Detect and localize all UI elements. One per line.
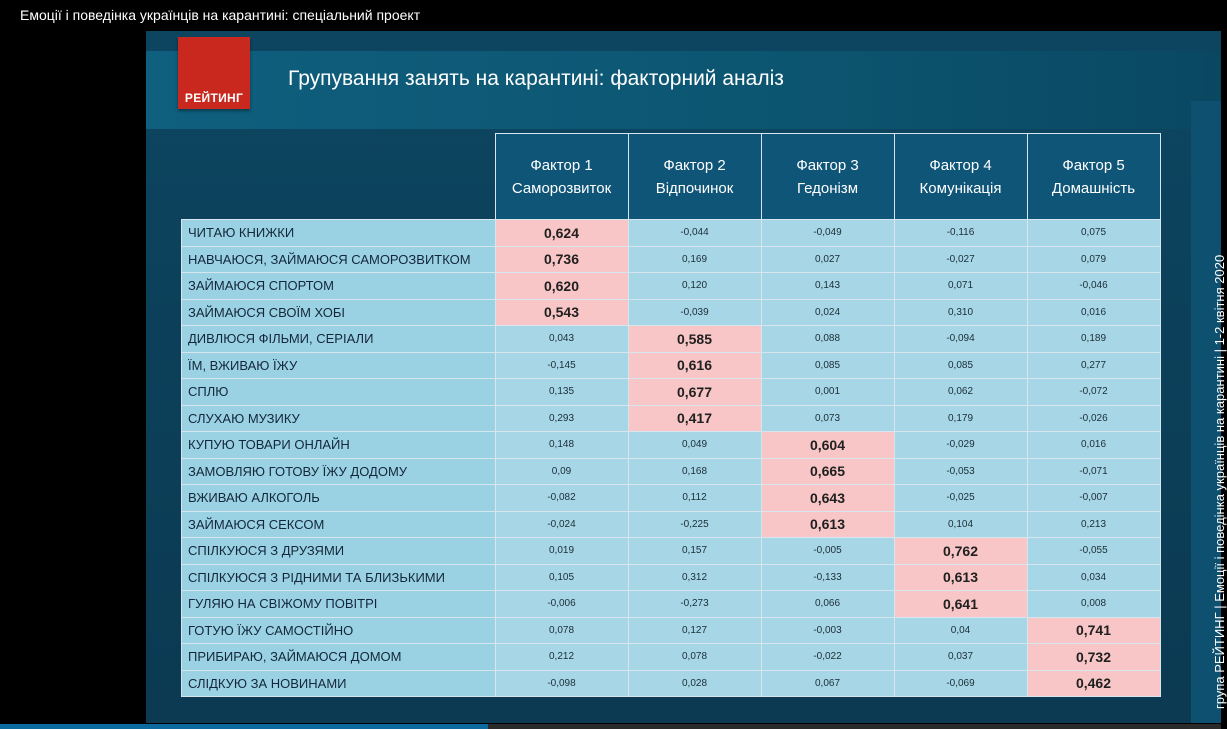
row-label: ЗАЙМАЮСЯ СВОЇМ ХОБІ (182, 299, 496, 326)
loading-cell: -0,055 (1027, 538, 1160, 565)
loading-cell: 0,028 (628, 670, 761, 697)
loading-cell: -0,027 (894, 246, 1027, 273)
loading-cell: 0,179 (894, 405, 1027, 432)
loading-cell-highlighted: 0,604 (761, 432, 894, 459)
loading-cell: 0,104 (894, 511, 1027, 538)
video-title-bar (0, 0, 1221, 32)
loading-cell: -0,003 (761, 617, 894, 644)
factor-table (181, 133, 1161, 697)
row-label: СЛУХАЮ МУЗИКУ (182, 405, 496, 432)
loading-cell: 0,148 (495, 432, 628, 459)
loading-cell: 0,127 (628, 617, 761, 644)
loading-cell-highlighted: 0,732 (1027, 644, 1160, 671)
video-title: Емоції і поведінка українців на карантині: спеціальний проект (20, 7, 421, 23)
rating-logo (178, 37, 250, 109)
factor-number: Фактор 4 (929, 156, 992, 174)
loading-cell: -0,039 (628, 299, 761, 326)
loading-cell-highlighted: 0,585 (628, 326, 761, 353)
loading-cell: 0,016 (1027, 432, 1160, 459)
loading-cell: 0,088 (761, 326, 894, 353)
loading-cell: -0,024 (495, 511, 628, 538)
loading-cell-highlighted: 0,616 (628, 352, 761, 379)
loading-cell: -0,145 (495, 352, 628, 379)
loading-cell: -0,046 (1027, 273, 1160, 300)
loading-cell: 0,04 (894, 617, 1027, 644)
loading-cell-highlighted: 0,620 (495, 273, 628, 300)
table-row (182, 591, 1161, 618)
factor-name: Гедонізм (796, 179, 859, 197)
loading-cell: 0,078 (628, 644, 761, 671)
loading-cell: 0,189 (1027, 326, 1160, 353)
row-label: ГУЛЯЮ НА СВІЖОМУ ПОВІТРІ (182, 591, 496, 618)
loading-cell: 0,168 (628, 458, 761, 485)
row-label: НАВЧАЮСЯ, ЗАЙМАЮСЯ САМОРОЗВИТКОМ (182, 246, 496, 273)
slide-title: Групування занять на карантині: факторний аналіз (288, 67, 784, 90)
video-progress-fill (0, 724, 488, 729)
loading-cell: 0,09 (495, 458, 628, 485)
loading-cell: 0,024 (761, 299, 894, 326)
factor-number: Фактор 2 (663, 156, 726, 174)
table-row (182, 299, 1161, 326)
factor-header-4 (894, 134, 1027, 220)
loading-cell: 0,049 (628, 432, 761, 459)
loading-cell: 0,027 (761, 246, 894, 273)
loading-cell: -0,069 (894, 670, 1027, 697)
factor-number: Фактор 5 (1062, 156, 1125, 174)
factor-name: Домашність (1051, 179, 1136, 197)
loading-cell: 0,169 (628, 246, 761, 273)
loading-cell: 0,075 (1027, 220, 1160, 247)
loading-cell: 0,079 (1027, 246, 1160, 273)
row-label: ДИВЛЮСЯ ФІЛЬМИ, СЕРІАЛИ (182, 326, 496, 353)
loading-cell: -0,072 (1027, 379, 1160, 406)
factor-header-3 (761, 134, 894, 220)
loading-cell: -0,053 (894, 458, 1027, 485)
table-row (182, 273, 1161, 300)
loading-cell: -0,006 (495, 591, 628, 618)
row-label: СПІЛКУЮСЯ З ДРУЗЯМИ (182, 538, 496, 565)
loading-cell: 0,212 (495, 644, 628, 671)
loading-cell: 0,062 (894, 379, 1027, 406)
table-row (182, 538, 1161, 565)
loading-cell: 0,019 (495, 538, 628, 565)
loading-cell: -0,225 (628, 511, 761, 538)
loading-cell: 0,067 (761, 670, 894, 697)
loading-cell: -0,005 (761, 538, 894, 565)
row-label: ЗАЙМАЮСЯ СПОРТОМ (182, 273, 496, 300)
loading-cell: -0,044 (628, 220, 761, 247)
row-label: КУПУЮ ТОВАРИ ОНЛАЙН (182, 432, 496, 459)
factor-name: Комунікація (919, 179, 1002, 197)
row-label: ПРИБИРАЮ, ЗАЙМАЮСЯ ДОМОМ (182, 644, 496, 671)
loading-cell: -0,029 (894, 432, 1027, 459)
loading-cell-highlighted: 0,741 (1027, 617, 1160, 644)
loading-cell-highlighted: 0,462 (1027, 670, 1160, 697)
row-label: ГОТУЮ ЇЖУ САМОСТІЙНО (182, 617, 496, 644)
loading-cell: 0,105 (495, 564, 628, 591)
row-label: СЛІДКУЮ ЗА НОВИНАМИ (182, 670, 496, 697)
loading-cell: -0,025 (894, 485, 1027, 512)
loading-cell-highlighted: 0,543 (495, 299, 628, 326)
table-row (182, 458, 1161, 485)
loading-cell: 0,073 (761, 405, 894, 432)
table-row (182, 352, 1161, 379)
loading-cell: -0,026 (1027, 405, 1160, 432)
loading-cell: 0,085 (894, 352, 1027, 379)
loading-cell: 0,066 (761, 591, 894, 618)
table-row (182, 379, 1161, 406)
loading-cell-highlighted: 0,736 (495, 246, 628, 273)
table-row (182, 220, 1161, 247)
factor-header-1 (495, 134, 628, 220)
table-row (182, 511, 1161, 538)
table-row (182, 485, 1161, 512)
row-label: ЗАЙМАЮСЯ СЕКСОМ (182, 511, 496, 538)
table-row (182, 246, 1161, 273)
loading-cell-highlighted: 0,677 (628, 379, 761, 406)
factor-number: Фактор 3 (796, 156, 859, 174)
row-label: СПЛЮ (182, 379, 496, 406)
loading-cell: 0,001 (761, 379, 894, 406)
loading-cell: -0,007 (1027, 485, 1160, 512)
row-label: СПІЛКУЮСЯ З РІДНИМИ ТА БЛИЗЬКИМИ (182, 564, 496, 591)
loading-cell: 0,293 (495, 405, 628, 432)
loading-cell-highlighted: 0,624 (495, 220, 628, 247)
loading-cell-highlighted: 0,417 (628, 405, 761, 432)
row-label: ВЖИВАЮ АЛКОГОЛЬ (182, 485, 496, 512)
loading-cell: -0,082 (495, 485, 628, 512)
loading-cell: 0,120 (628, 273, 761, 300)
loading-cell: 0,143 (761, 273, 894, 300)
loading-cell: 0,135 (495, 379, 628, 406)
slide (146, 31, 1227, 723)
loading-cell: 0,078 (495, 617, 628, 644)
loading-cell: 0,043 (495, 326, 628, 353)
loading-cell: 0,312 (628, 564, 761, 591)
loading-cell: 0,071 (894, 273, 1027, 300)
loading-cell: 0,034 (1027, 564, 1160, 591)
loading-cell: 0,213 (1027, 511, 1160, 538)
loading-cell: -0,098 (495, 670, 628, 697)
factor-table-body (182, 220, 1161, 697)
loading-cell: -0,133 (761, 564, 894, 591)
factor-number: Фактор 1 (530, 156, 593, 174)
table-row (182, 405, 1161, 432)
row-label: ЧИТАЮ КНИЖКИ (182, 220, 496, 247)
loading-cell-highlighted: 0,665 (761, 458, 894, 485)
factor-name: Саморозвиток (511, 179, 612, 197)
row-label: ЗАМОВЛЯЮ ГОТОВУ ЇЖУ ДОДОМУ (182, 458, 496, 485)
loading-cell: 0,277 (1027, 352, 1160, 379)
loading-cell-highlighted: 0,613 (761, 511, 894, 538)
table-row (182, 326, 1161, 353)
logo-text: РЕЙТИНГ (184, 91, 244, 105)
loading-cell-highlighted: 0,643 (761, 485, 894, 512)
table-row (182, 617, 1161, 644)
table-row (182, 432, 1161, 459)
header-corner (182, 134, 496, 220)
loading-cell-highlighted: 0,613 (894, 564, 1027, 591)
side-caption: група РЕЙТИНГ | Емоції і поведінка українців на карантині | 1-2 квітня 2020 (1212, 254, 1227, 709)
loading-cell: -0,116 (894, 220, 1027, 247)
loading-cell-highlighted: 0,762 (894, 538, 1027, 565)
factor-header-row (182, 134, 1161, 220)
video-progress-bar[interactable] (0, 724, 1221, 729)
loading-cell: 0,112 (628, 485, 761, 512)
loading-cell: -0,094 (894, 326, 1027, 353)
factor-header-2 (628, 134, 761, 220)
loading-cell: -0,273 (628, 591, 761, 618)
factor-name: Відпочинок (655, 179, 734, 197)
loading-cell: -0,049 (761, 220, 894, 247)
loading-cell: 0,085 (761, 352, 894, 379)
loading-cell: 0,008 (1027, 591, 1160, 618)
loading-cell: 0,310 (894, 299, 1027, 326)
table-row (182, 564, 1161, 591)
loading-cell: 0,037 (894, 644, 1027, 671)
loading-cell: 0,016 (1027, 299, 1160, 326)
row-label: ЇМ, ВЖИВАЮ ЇЖУ (182, 352, 496, 379)
loading-cell: 0,157 (628, 538, 761, 565)
loading-cell: -0,071 (1027, 458, 1160, 485)
loading-cell: -0,022 (761, 644, 894, 671)
loading-cell-highlighted: 0,641 (894, 591, 1027, 618)
factor-header-5 (1027, 134, 1160, 220)
table-row (182, 644, 1161, 671)
table-row (182, 670, 1161, 697)
